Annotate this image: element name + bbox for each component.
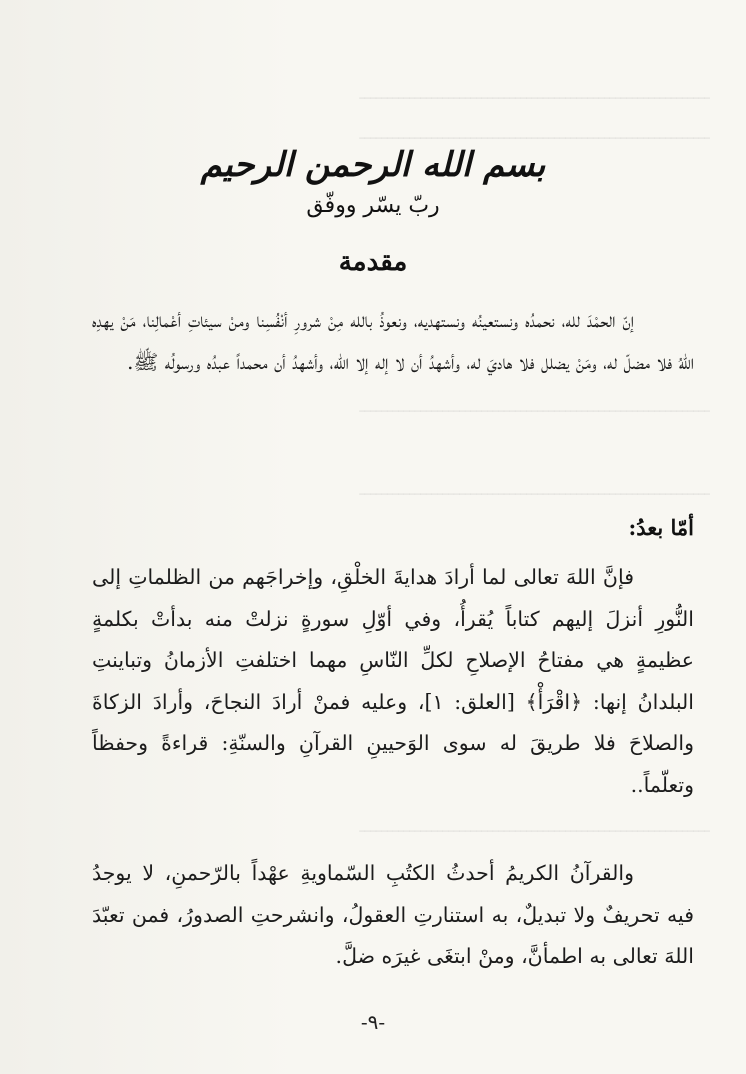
bleed-through-text: ـــــــــــــــــــــــــــــــــــــــــــــــــــــــــــــــ [359, 395, 710, 417]
section-title: مقدمة [338, 247, 408, 277]
bleed-through-text: ـــــــــــــــــــــــــــــــــــــــــــــــــــــــــــــــ [359, 82, 710, 104]
paragraph-text: والقرآنُ الكريمُ أحدثُ الكتُبِ السّماويةِ عهْداً بالرّحمنِ، لا يوجدُ فيه تحريفٌ ولا تبديلٌ، به استنارتِ العقولُ، وانشرحتِ الصدورُ، فمن تعبّدَ اللهَ تعالى به اطمأنَّ، ومنْ ابتغَى غيرَه ضلَّ. [92, 861, 694, 968]
transition-heading: أمّا بعدُ: [628, 515, 694, 540]
prayer-line: ربّ يسّر ووفّق [306, 193, 440, 218]
paragraph-text: إنّ الحمْدَ لله، نحمدُه ونستعينُه ونستهديه، ونعوذُ بالله مِنْ شرورِ أنْفُسِنا ومنْ سيئاتِ أعْمالِنا، مَنْ يهدِه اللهُ فلا مضلّ له، ومَنْ يضلل فلا هاديَ له، وأشهدُ أن لا إله إلا الله، وأشهدُ أن محمداً عبدُه ورسولُه ﷺ. [92, 308, 694, 374]
bleed-through-text: ـــــــــــــــــــــــــــــــــــــــــــــــــــــــــــــــ [359, 815, 710, 837]
page-number: -٩- [360, 1010, 386, 1034]
paragraph-opening [92, 300, 694, 383]
paragraph-text: فإنَّ اللهَ تعالى لما أرادَ هدايةَ الخلْقِ، وإخراجَهم من الظلماتِ إلى النُّورِ أنزلَ إليهم كتاباً يُقرأُ، وفي أوّلِ سورةٍ نزلتْ منه بدأتْ بكلمةٍ عظيمةٍ هي مفتاحُ الإصلاحِ لكلِّ النّاسِ مهما اختلفتِ الأزمانُ وتباينتِ البلدانُ إنها: ﴿اقْرَأْ﴾ [العلق: ١]، وعليه فمنْ أرادَ النجاحَ، وأرادَ الزكاةَ والصلاحَ فلا طريقَ له سوى الوَحيينِ القرآنِ والسنّةِ: قراءةً وحفظاً وتعلّماً.. [92, 565, 695, 797]
basmala-calligraphy: بسم الله الرحمن الرحيم [200, 145, 546, 185]
bleed-through-text: ـــــــــــــــــــــــــــــــــــــــــــــــــــــــــــــــ [359, 122, 710, 144]
paragraph-quran [92, 853, 694, 978]
paragraph-main [92, 557, 694, 806]
bleed-through-text: ـــــــــــــــــــــــــــــــــــــــــــــــــــــــــــــــ [359, 478, 710, 500]
